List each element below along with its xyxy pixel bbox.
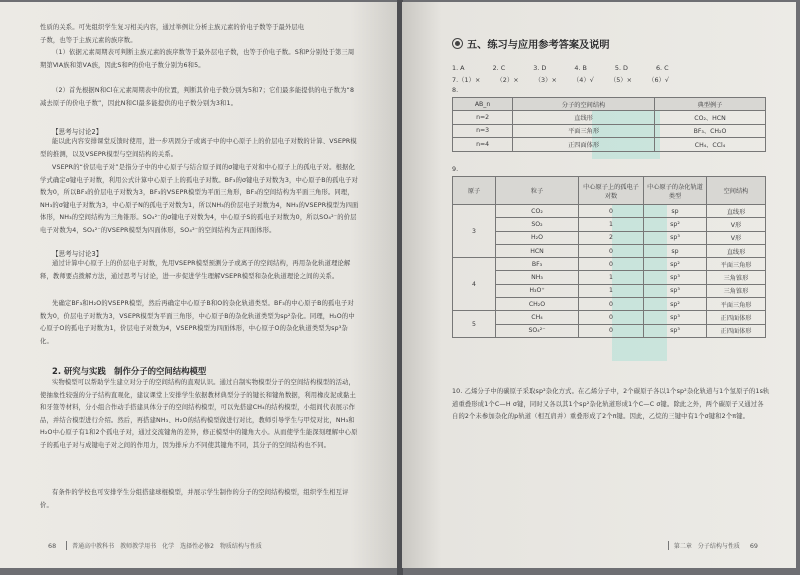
- table-cell: 0: [579, 258, 644, 271]
- table-cell: BF₃、CH₂O: [655, 124, 766, 137]
- table-cell: sp²: [644, 258, 707, 271]
- answer-7-1: 7.（1）×: [452, 76, 481, 84]
- table-cell: SO₂: [496, 218, 579, 231]
- table-cell: 1: [579, 271, 644, 284]
- left-footer: [40, 541, 262, 550]
- right-footer-chapter: 第二章 分子结构与性质: [668, 541, 740, 550]
- table-cell: 0: [579, 244, 644, 257]
- discussion3-para-2: 先确定BF₃和H₂O的VSEPR模型，然后再确定中心原子B和O的杂化轨道类型。BF₃的中心原子B的孤电子对数为0，价层电子对数为3，VSEPR模型为平面三角形，中心原子B的杂化轨道类型为sp²杂化。同理，H₂O的中心原子O的孤电子对数为1，价层电子对数为4，VSEPR模型为四面体形，中心原子O的杂化轨道类型为sp³杂化。: [40, 300, 355, 345]
- section2-para-2: 有条件的学校也可安排学生分组搭建球棍模型，并展示学生制作的分子的空间结构模型，组织学生相互评价。: [40, 489, 349, 509]
- answers-row-2: [452, 75, 683, 84]
- table-cell: HCN: [496, 244, 579, 257]
- answer-3: 3. D: [533, 64, 547, 72]
- table-cell: 直线形: [707, 205, 766, 218]
- table8-header-row: [453, 98, 766, 111]
- question-9-label: 9.: [452, 165, 459, 173]
- discussion3-label: 【思考与讨论3】: [52, 250, 103, 258]
- table-cell: 正四面体形: [707, 324, 766, 337]
- table-cell: sp³: [644, 271, 707, 284]
- table-cell: 0: [579, 298, 644, 311]
- left-page: [0, 2, 398, 568]
- table-cell: sp³: [644, 231, 707, 244]
- table8-header: 分子的空间结构: [513, 98, 655, 111]
- table-row: [453, 218, 766, 231]
- table-q9: [452, 176, 766, 338]
- section2-para-1: 实物模型可以帮助学生建立对分子的空间结构的直观认识。通过自制实物模型分子的空间结构模型的活动，使抽象性较强的分子结构直观化，建议课堂上安排学生依据教材典型分子的键长和键角数据，利用橡皮泥或黏土和牙签等材料，分小组合作动手搭建具体分子的空间结构模型，可以先搭建CH₄的结构模型，小组间代表展示作品，并结合模型进行介绍。然后，再搭建NH₃、H₂O的结构模型做进行对比，教师引导学生与甲烷对比，NH₃和H₂O中心原子有1和2个孤电子对，通过交流键角的差异，修正模型中的键角大小。从而使学生能深刻理解中心原子的孤电子对与成键电子对之间的作用力，因为排斥力不同使其键角不同，其分子的空间结构也不同。: [40, 379, 358, 449]
- table-cell: sp³: [644, 324, 707, 337]
- table-cell: 平面三角形: [707, 298, 766, 311]
- table-cell: sp: [644, 205, 707, 218]
- question-8-label: 8.: [452, 86, 459, 94]
- answer-7-3: （3）×: [534, 76, 557, 84]
- table-cell: CO₂: [496, 205, 579, 218]
- table-row: [453, 298, 766, 311]
- table-row: [453, 138, 766, 151]
- right-footer: [668, 541, 766, 550]
- answer-7-4: （4）√: [572, 76, 594, 84]
- left-top-line-2: 子数，也等于主族元素的族序数。: [40, 37, 137, 44]
- table-cell: 三角锥形: [707, 284, 766, 297]
- left-item-1: （1）依据元素周期表可判断主族元素的族序数等于最外层电子数，也等于价电子数。S和P分别处于第三周期第ⅥA族和第ⅤA族，因此S和P的价电子数分别为6和5。: [40, 49, 355, 69]
- table-row: [453, 111, 766, 124]
- table-cell: CH₄: [496, 311, 579, 324]
- left-top-line-1: 性质的关系。可先组织学生复习相关内容，通过举例让分析主族元素的价电子数等于最外层电: [40, 24, 305, 31]
- table-cell: 平面三角形: [707, 258, 766, 271]
- discussion2-label: 【思考与讨论2】: [52, 128, 103, 136]
- answers-row-1: [452, 64, 695, 72]
- table-row: [453, 244, 766, 257]
- section-bullet-icon: [452, 38, 463, 49]
- table-cell: H₂O: [496, 231, 579, 244]
- table9-header: 原子: [453, 177, 496, 205]
- table-row: [453, 271, 766, 284]
- table9-header: 中心原子上的孤电子对数: [579, 177, 644, 205]
- table-cell: 2: [579, 231, 644, 244]
- table-cell: V形: [707, 218, 766, 231]
- table-row: [453, 124, 766, 137]
- question-10-answer: 10. 乙烯分子中的碳原子采取sp²杂化方式。在乙烯分子中，2个碳原子各以1个sp²杂化轨道与1个氢原子的1s轨道重叠形成1个C—H σ键，同时又各以其1个sp²杂化轨道形成1个C—C σ键。除此之外，两个碳原子又通过各自的2个未参加杂化的p轨道（相互肩并）重叠形成了2个π键。因此，乙烷的三键中有1个σ键和2个π键。: [452, 388, 770, 421]
- table-cell: sp³: [644, 284, 707, 297]
- table-cell: n=3: [453, 124, 513, 137]
- table-cell: 0: [579, 311, 644, 324]
- answer-7-5: （5）×: [609, 76, 633, 84]
- right-page: [402, 2, 796, 568]
- table-row: [453, 284, 766, 297]
- table-cell: BF₃: [496, 258, 579, 271]
- answer-6: 6. C: [655, 64, 669, 72]
- section2-heading: 2. 研究与实践 制作分子的空间结构模型: [52, 366, 207, 376]
- table-cell: 0: [579, 205, 644, 218]
- table-cell: 三角锥形: [707, 271, 766, 284]
- table-row: [453, 311, 766, 324]
- table9-header: 中心原子的杂化轨道类型: [644, 177, 707, 205]
- table-cell: 1: [579, 218, 644, 231]
- table-cell: 正四面体形: [707, 311, 766, 324]
- table-cell: 1: [579, 284, 644, 297]
- table-cell: sp²: [644, 298, 707, 311]
- section5-title-text: 五、练习与应用参考答案及说明: [467, 40, 610, 51]
- table-cell: 平面三角形: [513, 124, 655, 137]
- answer-2: 2. C: [492, 64, 506, 72]
- table-cell: CH₂O: [496, 298, 579, 311]
- table9-atom-cell: 4: [453, 258, 496, 311]
- left-footer-book-info: 普通高中教科书 教师教学用书 化学 选择性必修2 物质结构与性质: [66, 541, 262, 550]
- table-cell: n=4: [453, 138, 513, 151]
- answer-7-6: （6）√: [648, 76, 669, 84]
- table-cell: NH₃: [496, 271, 579, 284]
- table-row: [453, 231, 766, 244]
- discussion2-para-1: 能以此内容安排课堂反馈时使用，进一步巩固分子或离子中的中心原子上的价层电子对数的计算、VSEPR模型的推测，以及VSEPR模型与空间结构的关系。: [40, 138, 357, 158]
- answer-5: 5. D: [614, 64, 628, 72]
- table-cell: 正四面体形: [513, 138, 655, 151]
- table-q8: [452, 97, 766, 152]
- table-cell: 直线形: [513, 111, 655, 124]
- table-row: [453, 324, 766, 337]
- discussion3-para-1: 通过计算中心原子上的价层电子对数，先用VSEPR模型预测分子或离子的空间结构，再用杂化轨道理论解释，教师要点拨解方法，通过思考与讨论，进一步促进学生理解VSEPR模型和杂化轨道理论之间的关系。: [40, 260, 351, 280]
- table-cell: sp²: [644, 218, 707, 231]
- table-cell: CO₂、HCN: [655, 111, 766, 124]
- table-row: [453, 205, 766, 218]
- answer-1: 1. A: [452, 64, 465, 72]
- table9-header: 粒子: [496, 177, 579, 205]
- table-cell: sp: [644, 244, 707, 257]
- left-page-number: 68: [48, 542, 57, 550]
- left-item-2: （2）首先根据N和Cl在元素周期表中的位置，判断其价电子数分别为5和7；它们最多能提供的电子数为“8减去原子的价电子数”，因此N和Cl最多能提供的电子数分别为3和1。: [40, 87, 355, 107]
- table-cell: n=2: [453, 111, 513, 124]
- section5-title: [452, 36, 610, 51]
- discussion2-para-2: VSEPR的“价层电子对”是指分子中的中心原子与结合原子间的σ键电子对和中心原子上的孤电子对。根据化学式确定σ键电子对数，利用公式计算中心原子上的孤电子对数。BF₃的σ键电子对数为3，中心原子B的孤电子对数为0，所以BF₃的价层电子对数为3，BF₃的VSEPR模型为平面三角形，BF₃的空间结构为平面三角形。同理，NH₃的σ键电子对数为3，中心原子N的孤电子对数为1，所以NH₃的价层电子对数为4，NH₃的VSEPR模型为四面体形，NH₃的空间结构为三角锥形。SO₄²⁻的σ键电子对数为4，中心原子S的孤电子对数为0，所以SO₄²⁻的价层电子对数为4，SO₄²⁻的VSEPR模型为四面体形，SO₄²⁻的空间结构为正四面体形。: [40, 164, 359, 234]
- answer-4: 4. B: [574, 64, 587, 72]
- table8-header: AB_n: [453, 98, 513, 111]
- table-cell: 0: [579, 324, 644, 337]
- table-cell: CH₄、CCl₄: [655, 138, 766, 151]
- answer-7-2: （2）×: [496, 76, 519, 84]
- table-cell: sp³: [644, 311, 707, 324]
- table-cell: 直线形: [707, 244, 766, 257]
- table-cell: SO₄²⁻: [496, 324, 579, 337]
- table9-atom-cell: 3: [453, 205, 496, 258]
- table8-header: 典型例子: [655, 98, 766, 111]
- right-page-number: 69: [749, 542, 758, 550]
- table-cell: V形: [707, 231, 766, 244]
- table9-header-row: [453, 177, 766, 205]
- table-cell: H₃O⁺: [496, 284, 579, 297]
- table-row: [453, 258, 766, 271]
- table9-atom-cell: 5: [453, 311, 496, 338]
- table9-header: 空间结构: [707, 177, 766, 205]
